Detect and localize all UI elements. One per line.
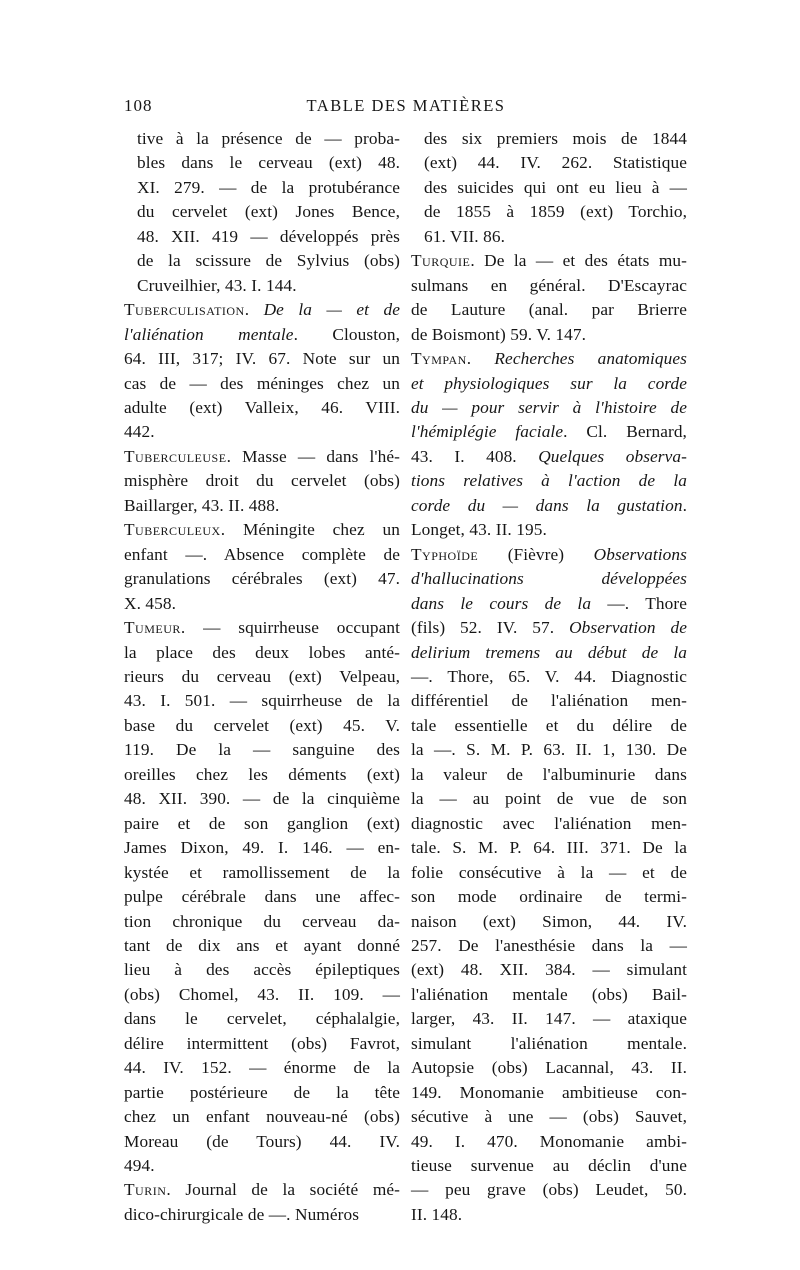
entry-line: [124, 1203, 400, 1227]
entry-text: . Cl. Bernard,: [563, 422, 687, 442]
left-column: [124, 127, 400, 1227]
entry-text: lieu à des accès épileptiques: [124, 960, 400, 980]
entry-text: tion chronique du cerveau da-: [124, 911, 400, 931]
entry-line: [411, 812, 687, 836]
entry-line: [411, 592, 687, 616]
entry-line: [124, 543, 400, 567]
entry-text: pulpe cérébrale dans une affec-: [124, 887, 400, 907]
entry-headword: Tympan: [411, 349, 467, 369]
entry-text: simulant l'aliénation mentale.: [411, 1033, 687, 1053]
entry-text: . Méningite chez un: [220, 520, 400, 540]
italic-title: l'hémiplégie faciale: [411, 422, 564, 442]
page-number: 108: [124, 96, 153, 115]
entry-text: granulations cérébrales (ext) 47.: [124, 569, 400, 589]
entry-headword: Tumeur: [124, 618, 181, 638]
entry-text: de la scissure de Sylvius (obs): [137, 251, 400, 271]
entry-line: [137, 151, 400, 175]
entry-line: [124, 861, 400, 885]
entry-text: X. 458.: [124, 593, 177, 613]
entry-text: de 1855 à 1859 (ext) Torchio,: [424, 202, 687, 222]
entry-line: [124, 689, 400, 713]
index-entry-continuation: [124, 127, 400, 298]
entry-line: [124, 787, 400, 811]
entry-text: . De la — et des états mu-: [470, 251, 687, 271]
entry-text: XI. 279. — de la protubérance: [137, 177, 400, 197]
entry-text: dans le cervelet, céphalalgie,: [124, 1009, 400, 1029]
entry-text: la valeur de l'albuminurie dans: [411, 764, 687, 784]
entry-line: [124, 1032, 400, 1056]
italic-title: et physiologiques sur la corde: [411, 373, 687, 393]
entry-line: [424, 127, 687, 151]
entry-line: [411, 494, 687, 518]
entry-line: [411, 738, 687, 762]
entry-line: [411, 689, 687, 713]
entry-text: son mode ordinaire de termi-: [411, 887, 687, 907]
entry-line: [411, 836, 687, 860]
entry-line: [411, 518, 687, 542]
entry-text: . Masse — dans l'hé-: [226, 446, 400, 466]
entry-line: [124, 1007, 400, 1031]
right-column: [411, 127, 687, 1227]
index-entry-continuation: [411, 127, 687, 249]
entry-text: kystée et ramollissement de la: [124, 862, 400, 882]
entry-line: [411, 347, 688, 371]
entry-line: [124, 958, 400, 982]
entry-line: [411, 861, 687, 885]
entry-text: (ext) 48. XII. 384. — simulant: [411, 960, 687, 980]
index-entry: [411, 543, 687, 1228]
entry-text: James Dixon, 49. I. 146. — en-: [124, 838, 400, 858]
italic-title: d'hallucinations développées: [411, 569, 687, 589]
entry-line: [411, 420, 687, 444]
entry-text: .: [244, 300, 264, 320]
entry-text: 119. De la — sanguine des: [124, 740, 400, 760]
entry-line: [411, 958, 687, 982]
entry-line: [124, 1178, 400, 1202]
entry-line: [411, 249, 687, 273]
entry-line: [411, 298, 687, 322]
entry-text: misphère droit du cervelet (obs): [124, 471, 400, 491]
entry-line: [411, 1105, 687, 1129]
entry-line: [411, 787, 687, 811]
entry-line: [124, 763, 400, 787]
italic-title: l'aliénation mentale: [124, 324, 294, 344]
entry-line: [137, 176, 400, 200]
entry-text: 49. I. 470. Monomanie ambi-: [411, 1131, 687, 1151]
entry-line: [124, 1130, 400, 1154]
running-title: TABLE DES MATIÈRES: [306, 96, 506, 115]
entry-text: la — au point de vue de son: [411, 789, 687, 809]
entry-line: [411, 934, 687, 958]
entry-text: base du cervelet (ext) 45. V.: [124, 715, 400, 735]
entry-text: Longet, 43. II. 195.: [411, 520, 547, 540]
entry-text: . Journal de la société mé-: [166, 1180, 400, 1200]
italic-title: delirium tremens au début de la: [411, 642, 687, 662]
index-entry: [124, 298, 400, 445]
entry-text: adulte (ext) Valleix, 46. VIII.: [124, 397, 400, 417]
entry-text: .: [466, 349, 495, 369]
italic-title: Observations: [593, 544, 687, 564]
entry-text: Moreau (de Tours) 44. IV.: [124, 1131, 400, 1151]
entry-text: de Lauture (anal. par Brierre: [411, 300, 687, 320]
index-entry: [124, 445, 400, 518]
entry-line: [411, 372, 687, 396]
entry-line: [411, 616, 687, 640]
entry-line: [124, 1081, 400, 1105]
entry-text: folie consécutive à la — et de: [411, 862, 687, 882]
entry-line: [137, 274, 400, 298]
entry-text: II. 148.: [411, 1204, 463, 1224]
entry-text: Autopsie (obs) Lacannal, 43. II.: [411, 1058, 687, 1078]
entry-text: tieuse survenue au déclin d'une: [411, 1156, 687, 1176]
entry-line: [124, 518, 400, 542]
entry-line: [411, 543, 687, 567]
index-entry: [124, 518, 400, 616]
entry-text: du cervelet (ext) Jones Bence,: [137, 202, 400, 222]
entry-text: (obs) Chomel, 43. II. 109. —: [124, 984, 400, 1004]
italic-title: corde du — dans la gustation: [411, 495, 683, 515]
entry-line: [124, 323, 400, 347]
entry-text: . Clouston,: [293, 324, 400, 344]
italic-title: dans le cours de la: [411, 593, 592, 613]
entry-line: [411, 396, 687, 420]
entry-text: tant de dix ans et ayant donné: [124, 935, 400, 955]
entry-headword: Tuberculisation: [124, 300, 245, 320]
entry-line: [124, 420, 400, 444]
entry-line: [424, 225, 687, 249]
entry-line: [424, 176, 687, 200]
entry-line: [411, 665, 687, 689]
entry-text: naison (ext) Simon, 44. IV.: [411, 911, 687, 931]
entry-line: [124, 347, 400, 371]
entry-text: —. Thore, 65. V. 44. Diagnostic: [411, 666, 687, 686]
entry-line: [124, 469, 400, 493]
entry-line: [137, 225, 400, 249]
entry-line: [137, 249, 400, 273]
entry-line: [411, 1081, 687, 1105]
italic-title: Recherches anatomiques: [494, 349, 688, 369]
entry-text: sulmans en général. D'Escayrac: [411, 275, 687, 295]
entry-text: 43. I. 408.: [411, 446, 539, 466]
entry-line: [124, 592, 400, 616]
entry-text: 64. III, 317; IV. 67. Note sur un: [124, 349, 400, 369]
entry-headword: Tuberculeuse: [124, 446, 227, 466]
entry-text: cas de — des méninges chez un: [124, 373, 400, 393]
entry-text: chez un enfant nouveau-né (obs): [124, 1107, 400, 1127]
entry-line: [411, 885, 687, 909]
entry-text: 149. Monomanie ambitieuse con-: [411, 1082, 687, 1102]
entry-line: [124, 910, 400, 934]
index-entry: [411, 249, 687, 347]
entry-line: [124, 1105, 400, 1129]
entry-text: tale. S. M. P. 64. III. 371. De la: [411, 838, 687, 858]
entry-text: partie postérieure de la tête: [124, 1082, 400, 1102]
entry-text: paire et de son ganglion (ext): [124, 813, 400, 833]
entry-text: . — squirrheuse occupant: [180, 618, 400, 638]
entry-headword: Turin: [124, 1180, 167, 1200]
entry-line: [124, 298, 400, 322]
entry-line: [411, 1178, 687, 1202]
entry-text: 48. XII. 419 — développés près: [137, 226, 400, 246]
italic-title: du — pour servir à l'histoire de: [411, 397, 687, 417]
entry-line: [124, 983, 400, 1007]
entry-text: 43. I. 501. — squirrheuse de la: [124, 691, 400, 711]
entry-line: [124, 396, 400, 420]
entry-line: [411, 323, 687, 347]
entry-line: [137, 127, 400, 151]
entry-text: sécutive à une — (obs) Sauvet,: [411, 1107, 687, 1127]
entry-line: [124, 738, 400, 762]
entry-text: Cruveilhier, 43. I. 144.: [137, 275, 297, 295]
entry-text: dico-chirurgicale de —. Numéros: [124, 1204, 360, 1224]
entry-text: .: [682, 495, 687, 515]
entry-text: l'aliénation mentale (obs) Bail-: [411, 984, 687, 1004]
entry-headword: Typhoïde: [411, 544, 479, 564]
entry-line: [124, 1154, 400, 1178]
entry-line: [411, 1007, 687, 1031]
entry-line: [124, 714, 400, 738]
entry-line: [424, 151, 687, 175]
italic-title: Observation de: [569, 618, 687, 638]
italic-title: tions relatives à l'action de la: [411, 471, 687, 491]
entry-line: [124, 665, 400, 689]
entry-line: [411, 983, 687, 1007]
entry-text: tive à la présence de — proba-: [137, 129, 400, 148]
entry-line: [124, 641, 400, 665]
entry-line: [411, 274, 687, 298]
italic-title: Quelques observa-: [538, 446, 687, 466]
entry-text: des six premiers mois de 1844: [424, 129, 687, 148]
entry-line: [411, 641, 687, 665]
entry-text: 494.: [124, 1156, 155, 1176]
entry-line: [124, 372, 400, 396]
entry-text: 44. IV. 152. — énorme de la: [124, 1058, 400, 1078]
entry-line: [411, 714, 687, 738]
entry-text: la —. S. M. P. 63. II. 1, 130. De: [411, 740, 687, 760]
entry-line: [124, 885, 400, 909]
entry-text: (ext) 44. IV. 262. Statistique: [424, 153, 687, 173]
entry-text: des suicides qui ont eu lieu à —: [424, 177, 687, 197]
entry-text: (fils) 52. IV. 57.: [411, 618, 570, 638]
entry-text: —. Thore: [591, 593, 687, 613]
entry-headword: Tuberculeux: [124, 520, 221, 540]
entry-text: 61. VII. 86.: [424, 226, 506, 246]
entry-line: [124, 494, 400, 518]
index-entry: [411, 347, 687, 543]
entry-text: tale essentielle et du délire de: [411, 715, 687, 735]
entry-line: [411, 763, 687, 787]
entry-line: [411, 1130, 687, 1154]
entry-text: différentiel de l'aliénation men-: [411, 691, 687, 711]
entry-line: [124, 616, 400, 640]
entry-text: rieurs du cerveau (ext) Velpeau,: [124, 666, 400, 686]
index-entry: [124, 616, 400, 1178]
entry-text: 257. De l'anesthésie dans la —: [411, 935, 687, 955]
entry-line: [424, 200, 687, 224]
entry-line: [411, 1032, 687, 1056]
entry-line: [411, 469, 687, 493]
entry-line: [124, 1056, 400, 1080]
entry-line: [411, 910, 687, 934]
entry-text: enfant —. Absence complète de: [124, 544, 400, 564]
entry-line: [124, 567, 400, 591]
entry-line: [411, 445, 687, 469]
entry-text: de Boismont) 59. V. 147.: [411, 324, 587, 344]
entry-text: (Fièvre): [478, 544, 594, 564]
entry-line: [124, 836, 400, 860]
entry-text: diagnostic avec l'aliénation men-: [411, 813, 687, 833]
entry-line: [411, 1154, 687, 1178]
entry-text: 48. XII. 390. — de la cinquième: [124, 789, 400, 809]
entry-line: [411, 567, 687, 591]
index-entry: [124, 1178, 400, 1227]
entry-line: [124, 445, 400, 469]
entry-text: oreilles chez les déments (ext): [124, 764, 400, 784]
italic-title: De la — et de: [263, 300, 400, 320]
entry-text: Baillarger, 43. II. 488.: [124, 495, 280, 515]
entry-line: [137, 200, 400, 224]
entry-headword: Turquie: [411, 251, 471, 271]
entry-text: — peu grave (obs) Leudet, 50.: [411, 1180, 687, 1200]
entry-text: délire intermittent (obs) Favrot,: [124, 1033, 400, 1053]
entry-text: 442.: [124, 422, 155, 442]
entry-text: bles dans le cerveau (ext) 48.: [137, 153, 400, 173]
entry-line: [411, 1203, 687, 1227]
entry-text: larger, 43. II. 147. — ataxique: [411, 1009, 687, 1029]
entry-line: [124, 934, 400, 958]
entry-text: la place des deux lobes anté-: [124, 642, 400, 662]
entry-line: [411, 1056, 687, 1080]
entry-line: [124, 812, 400, 836]
